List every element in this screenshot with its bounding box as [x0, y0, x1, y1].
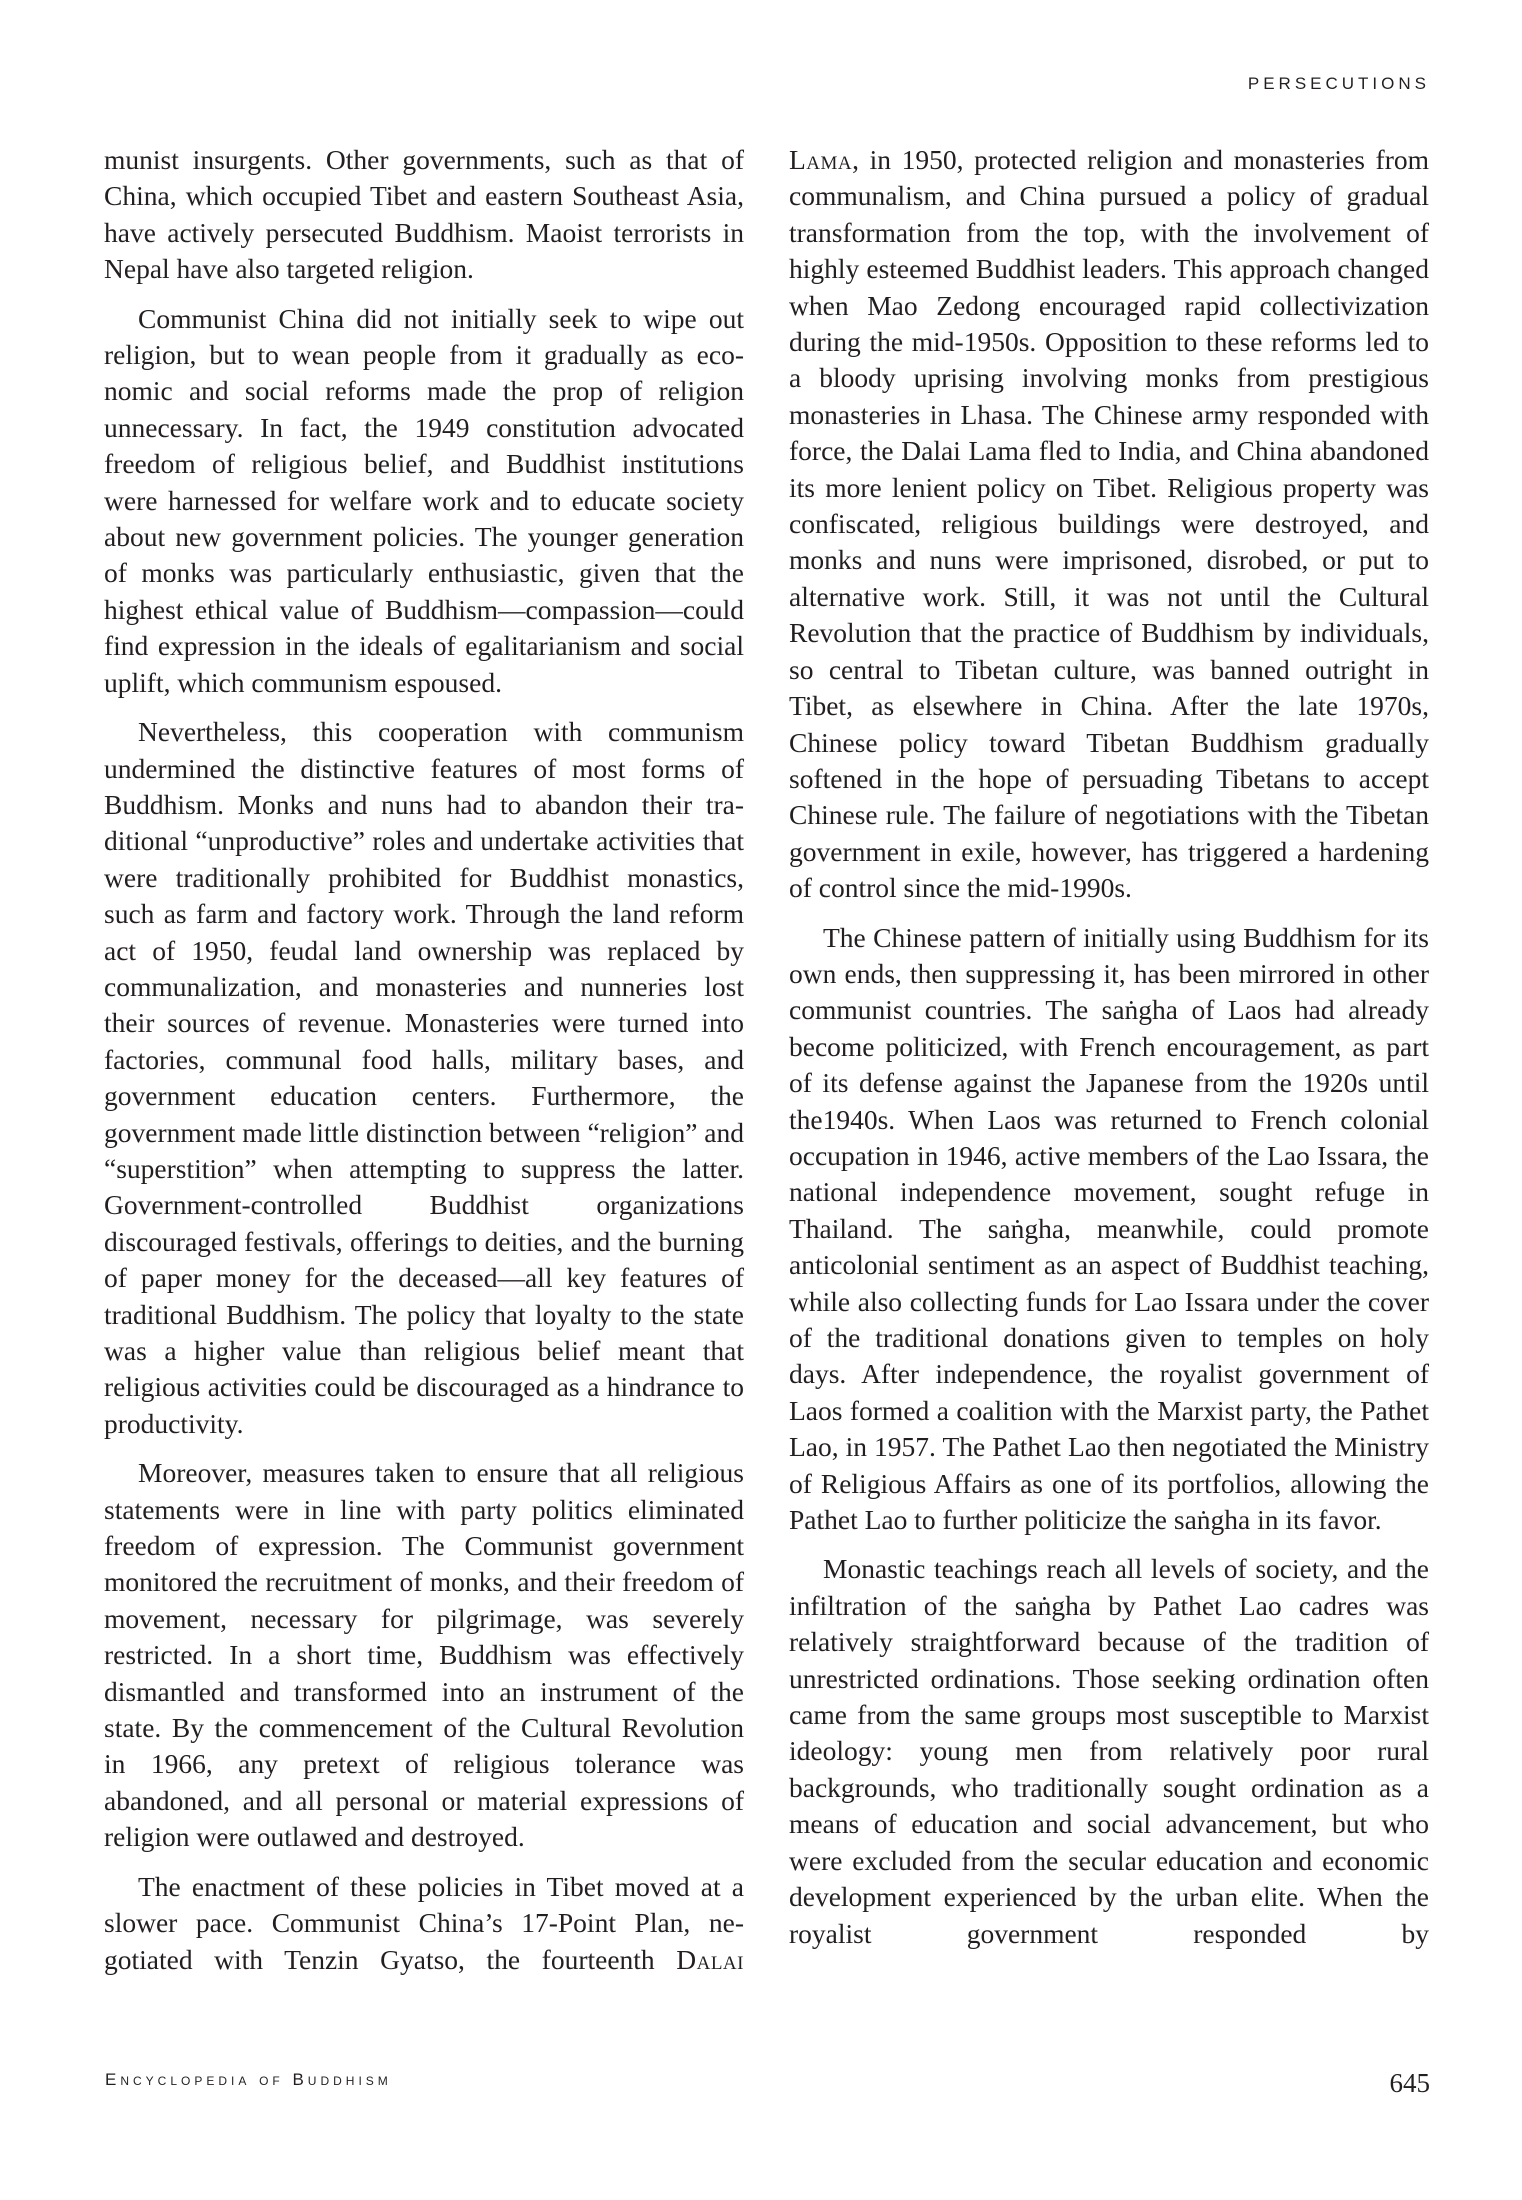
paragraph — [789, 142, 1429, 907]
cross-reference-link[interactable]: Lama — [789, 144, 853, 175]
paragraph: Communist China did not initially seek to wipe out religion, but to wean people from it gradually as economic and social reforms made the prop of religion unnecessary. In fact, the 1949 constitution advocated freedom of religious belief, and Buddhist institutions were harnessed for welfare work and to educate society about new government policies. The younger generation of monks was particularly enthusiastic, given that the highest ethical value of Buddhism—compassion—could find expression in the ideals of egalitarianism and social uplift, which communism espoused. — [104, 302, 744, 698]
page-number: 645 — [1389, 2068, 1430, 2098]
paragraph-text: The enactment of these policies in Tibet moved at a slower pace. Communist China’s 17-Point Plan, negotiated with Tenzin Gyatso, the fourteenth — [104, 1870, 744, 1975]
running-head-title: PERSECUTIONS — [1247, 74, 1430, 93]
footer-book-title: Encyclopedia of Buddhism — [105, 2070, 392, 2089]
left-column — [104, 142, 744, 1991]
right-column — [789, 142, 1429, 1965]
paragraph: Nevertheless, this cooperation with communism undermined the distinctive features of most forms of Buddhism. Monks and nuns had to abandon their traditional “unproductive” roles and undertake activities that were traditionally prohibited for Buddhist monastics, such as farm and factory work. Through the land reform act of 1950, feudal land ownership was replaced by communalization, and monasteries and nunneries lost their sources of revenue. Monasteries were turned into factories, communal food halls, military bases, and government education centers. Furthermore, the government made little distinction between “religion” and “superstition” when attempting to suppress the latter. Government-controlled Buddhist organizations discouraged festivals, offerings to deities, and the burning of paper money for the deceased—all key features of traditional Buddhism. The policy that loyalty to the state was a higher value than religious belief meant that religious activities could be discouraged as a hindrance to productivity. — [104, 716, 744, 1439]
paragraph: Moreover, measures taken to ensure that all religious statements were in line with party politics eliminated freedom of expression. The Communist government monitored the recruitment of monks, and their freedom of movement, necessary for pilgrimage, was severely restricted. In a short time, Buddhism was effectively dismantled and transformed into an instrument of the state. By the commencement of the Cultural Revolution in 1966, any pretext of religious tolerance was abandoned, and all personal or material expressions of religion were outlawed and destroyed. — [104, 1457, 744, 1853]
paragraph: The Chinese pattern of initially using Buddhism for its own ends, then suppressing it, has been mirrored in other communist countries. The saṅgha of Laos had already become politicized, with French encouragement, as part of its defense against the Japanese from the 1920s until the1940s. When Laos was returned to French colonial occupation in 1946, active members of the Lao Issara, the national independence movement, sought refuge in Thailand. The saṅgha, meanwhile, could promote anticolonial sentiment as an aspect of Buddhist teaching, while also collecting funds for Lao Issara under the cover of the traditional donations given to temples on holy days. After independence, the royalist government of Laos formed a coalition with the Marxist party, the Pathet Lao, in 1957. The Pathet Lao then negotiated the Ministry of Religious Affairs as one of its portfolios, allowing the Pathet Lao to further politicize the saṅgha in its favor. — [789, 921, 1429, 1536]
paragraph — [104, 1869, 744, 1978]
paragraph-text: , in 1950, protected religion and monasteries from communalism, and China pursued a policy of gradual transformation from the top, with the involvement of highly esteemed Buddhist leaders. This approach changed when Mao Zedong encouraged rapid collectivization during the mid-1950s. Opposition to these reforms led to a bloody uprising involving monks from prestigious monasteries in Lhasa. The Chinese army responded with force, the Dalai Lama fled to India, and China abandoned its more lenient policy on Tibet. Religious property was confiscated, religious buildings were destroyed, and monks and nuns were imprisoned, disrobed, or put to alternative work. Still, it was not until the Cultural Revolution that the practice of Buddhism by individuals, so central to Tibetan culture, was banned outright in Tibet, as elsewhere in China. After the late 1970s, Chinese policy toward Tibetan Buddhism gradually softened in the hope of persuading Tibetans to accept Chinese rule. The failure of negotiations with the Tibetan government in exile, however, has triggered a hardening of control since the mid-1990s. — [789, 144, 1429, 904]
paragraph: munist insurgents. Other governments, such as that of China, which occupied Tibet and eastern Southeast Asia, have actively persecuted Buddhism. Maoist terrorists in Nepal have also targeted religion. — [104, 144, 744, 285]
cross-reference-link[interactable]: Dalai — [676, 1943, 744, 1975]
paragraph: Monastic teachings reach all levels of society, and the infiltration of the saṅgha by Pathet Lao cadres was relatively straightforward because of the tradition of unrestricted ordinations. Those seeking ordination often came from the same groups most susceptible to Marxist ideology: young men from relatively poor rural backgrounds, who traditionally sought ordination as a means of education and social advancement, but who were excluded from the secular education and economic development experienced by the urban elite. When the royalist government responded by — [789, 1553, 1429, 1949]
